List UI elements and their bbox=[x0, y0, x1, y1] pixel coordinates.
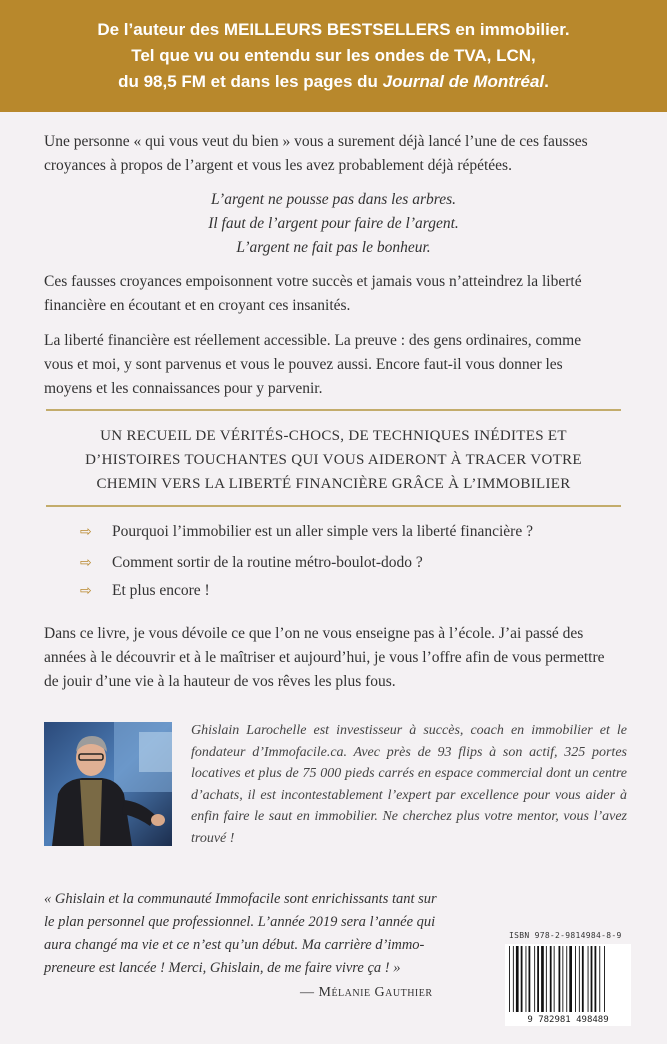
book-paragraph: Dans ce livre, je vous dévoile ce que l’on ne vous enseigne pas à l’école. J’ai passé des années à le découvrir et à le maîtriser et aujourd’hui, je vous l’offre afin de vous permettre de jouir d’une vie à la hauteur de vos rêves les plus fous. bbox=[44, 625, 605, 690]
banner-line-1: De l’auteur des MEILLEURS BESTSELLERS en immobilier. bbox=[97, 20, 570, 39]
highlight-caps-block: UN RECUEIL DE VÉRITÉS-CHOCS, DE TECHNIQUES INÉDITES ET D’HISTOIRES TOUCHANTES QUI VOUS AIDERONT À TRACER VOTRE CHEMIN VERS LA LIBERTÉ FINANCIÈRE GRÂCE À L’IMMOBILIER bbox=[85, 428, 582, 492]
top-divider bbox=[46, 409, 621, 411]
testimonial-author: — Mélanie Gauthier bbox=[300, 985, 433, 1000]
author-name: Ghislain Larochelle bbox=[191, 723, 307, 738]
beliefs-paragraph: Ces fausses croyances empoisonnent votre succès et jamais vous n’atteindrez la liberté financière en écoutant et en croyant ces insanités. bbox=[44, 273, 582, 314]
arrow-right-outline-icon: ⇨ bbox=[80, 524, 92, 540]
barcode-bar bbox=[588, 946, 589, 1012]
barcode-bar bbox=[509, 946, 510, 1012]
barcode-bar bbox=[526, 946, 527, 1012]
arrow-right-outline-icon: ⇨ bbox=[80, 555, 92, 571]
bottom-divider bbox=[46, 505, 621, 507]
barcode-bar bbox=[595, 946, 597, 1012]
banner-line-3: du 98,5 FM et dans les pages du Journal de Montréal. bbox=[118, 72, 549, 91]
barcode-bar bbox=[579, 946, 580, 1012]
quote-1: L’argent ne pousse pas dans les arbres. bbox=[211, 191, 456, 208]
quote-3: L’argent ne fait pas le bonheur. bbox=[236, 239, 431, 256]
barcode-bar bbox=[546, 946, 547, 1012]
author-bio: Ghislain Larochelle est investisseur à succès, coach en immobilier et le fondateur d’Immofacile.ca. Avec près de 93 flips à son actif, 325 portes locatives et plus de 75 000 pieds carrés en espace commercial dont un centre d’achats, il est incontestablement l’expert par excellence pour vous aider à enfin faire le saut en immobilier. Ne cherchez plus votre mentor, vous l’avez trouvé ! bbox=[191, 723, 627, 846]
false-beliefs-quotes bbox=[0, 188, 667, 260]
barcode-bar bbox=[513, 946, 514, 1012]
isbn-label: ISBN 978-2-9814984-8-9 bbox=[509, 931, 622, 940]
barcode-bar bbox=[569, 946, 572, 1012]
barcode-bar bbox=[554, 946, 555, 1012]
barcode-bar bbox=[566, 946, 567, 1012]
promo-banner bbox=[0, 0, 667, 112]
newspaper-name: Journal de Montréal bbox=[382, 72, 545, 91]
arrow-right-outline-icon: ⇨ bbox=[80, 583, 92, 599]
intro-paragraph: Une personne « qui vous veut du bien » vous a surement déjà lancé l’une de ces fausses croyances à propos de l’argent et vous les avez probablement déjà répétées. bbox=[44, 133, 588, 174]
barcode-bar bbox=[591, 946, 593, 1012]
barcode-bar bbox=[575, 946, 576, 1012]
barcode-bar bbox=[537, 946, 539, 1012]
barcode-bar bbox=[559, 946, 561, 1012]
isbn-barcode bbox=[505, 934, 631, 1026]
freedom-paragraph: La liberté financière est réellement accessible. La preuve : des gens ordinaires, comme vous et moi, y sont parvenus et vous le pouvez aussi. Encore faut-il vous donner les moyens et les connaissances pour y parvenir. bbox=[44, 332, 582, 397]
barcode-bar bbox=[529, 946, 531, 1012]
barcode-bar bbox=[541, 946, 544, 1012]
testimonial-quote: « Ghislain et la communauté Immofacile sont enrichissants tant sur le plan personnel que professionnel. L’année 2019 sera l’année qui aura changé ma vie et ce n’est qu’un début. Ma carrière d’immo- preneure est lancée ! Merci, Ghislain, de me faire vivre ça ! » bbox=[44, 891, 437, 976]
author-photo bbox=[44, 722, 172, 846]
barcode-bar bbox=[562, 946, 563, 1012]
quote-2: Il faut de l’argent pour faire de l’argent. bbox=[208, 215, 459, 232]
barcode-bar bbox=[534, 946, 535, 1012]
barcode-bar bbox=[599, 946, 600, 1012]
barcode-digits: 9 782981 498489 bbox=[527, 1015, 609, 1025]
banner-line-2: Tel que vu ou entendu sur les ondes de TVA, LCN, bbox=[131, 46, 536, 65]
barcode-bar bbox=[604, 946, 605, 1012]
barcode-bar bbox=[521, 946, 523, 1012]
barcode-bar bbox=[582, 946, 584, 1012]
barcode-bar bbox=[516, 946, 519, 1012]
barcode-bar bbox=[550, 946, 552, 1012]
